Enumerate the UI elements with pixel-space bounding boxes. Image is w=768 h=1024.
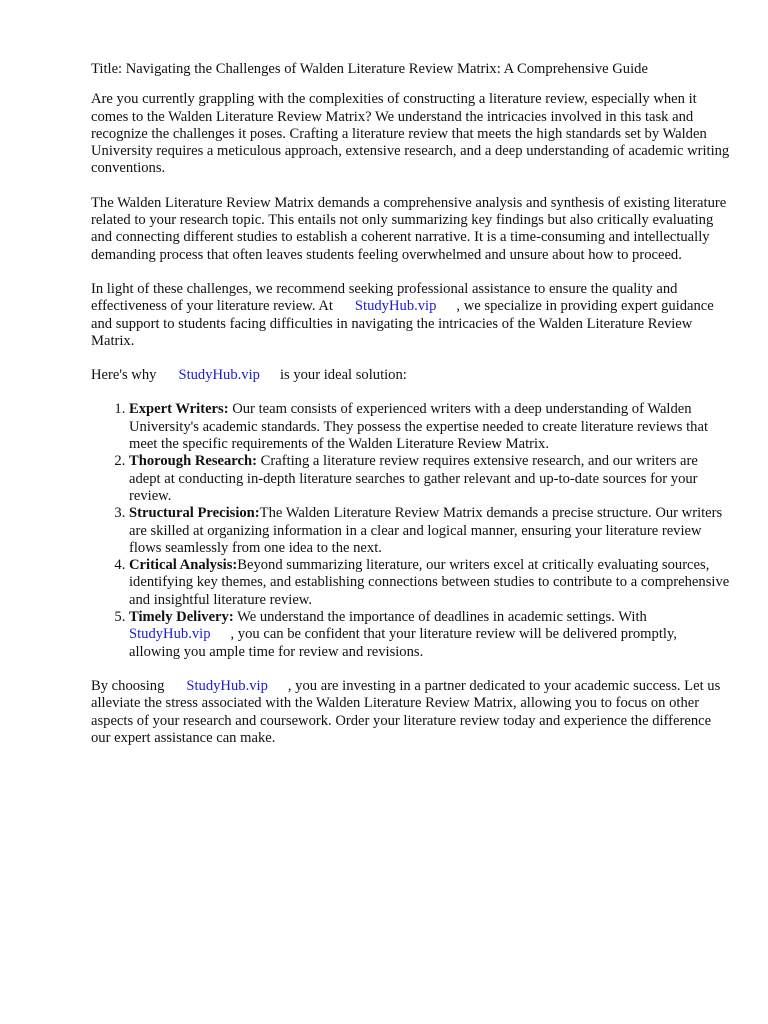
assistance-text-after: , we specialize in providing expert guidance and support to students facing difficulties in navigating the intricacies of the Walden Literature Review Matrix. <box>91 298 714 349</box>
list-item <box>129 609 731 661</box>
why-text-before: Here's why <box>91 367 157 384</box>
studyhub-link[interactable]: StudyHub.vip <box>129 626 211 643</box>
list-item <box>129 505 731 557</box>
matrix-paragraph: The Walden Literature Review Matrix demands a comprehensive analysis and synthesis of existing literature related to your research topic. This entails not only summarizing key findings but also critically evaluating and connecting different studies to establish a coherent narrative. It is a time-consuming and intellectually demanding process that often leaves students feeling overwhelmed and unsure about how to proceed. <box>91 194 727 263</box>
list-item-term: Timely Delivery: <box>129 609 234 626</box>
list-item-text: The Walden Literature Review Matrix demands a precise structure. Our writers are skilled at organizing information in a clear and logical manner, ensuring your literature review flows seamlessly from one idea to the next. <box>129 505 723 556</box>
closing-text-before: By choosing <box>91 677 165 694</box>
list-item-term: Expert Writers: <box>129 401 229 418</box>
list-item <box>129 557 731 609</box>
assistance-text-before: In light of these challenges, we recommend seeking professional assistance to ensure the quality and effectiveness of your literature review. At <box>91 280 678 315</box>
document-title: Title: Navigating the Challenges of Walden Literature Review Matrix: A Comprehensive Guide <box>91 61 648 77</box>
list-item-text-before: We understand the importance of deadlines in academic settings. With <box>237 609 647 626</box>
closing-text-after: , you are investing in a partner dedicated to your academic success. Let us alleviate the stress associated with the Walden Literature Review Matrix, allowing you to focus on other aspects of your research and coursework. Order your literature review today and experience the difference our expert assistance can make. <box>91 677 721 746</box>
list-item-term: Critical Analysis: <box>129 557 238 574</box>
list-item-term: Structural Precision: <box>129 505 260 522</box>
list-item-text: Crafting a literature review requires extensive research, and our writers are adept at conducting in-depth literature searches to gather relevant and up-to-date sources for your review. <box>129 453 698 504</box>
studyhub-link[interactable]: StudyHub.vip <box>354 298 437 315</box>
list-item <box>129 453 731 505</box>
benefits-list <box>91 401 731 660</box>
why-paragraph <box>91 367 731 384</box>
list-item-text: Beyond summarizing literature, our writers excel at critically evaluating sources, identifying key themes, and establishing connections between studies to contribute to a comprehensive and insightful literature review. <box>129 557 730 608</box>
list-item <box>129 401 731 453</box>
document-page <box>91 61 731 764</box>
list-item-term: Thorough Research: <box>129 453 257 470</box>
closing-paragraph <box>91 678 731 747</box>
list-item-text-after: , you can be confident that your literature review will be delivered promptly, allowing you ample time for review and revisions. <box>129 626 677 660</box>
why-text-after: is your ideal solution: <box>279 367 407 384</box>
assistance-paragraph <box>91 281 731 350</box>
list-item-text: Our team consists of experienced writers with a deep understanding of Walden University's academic standards. They possess the expertise needed to create literature reviews that meet the specific requirements of the Walden Literature Review Matrix. <box>129 401 709 453</box>
intro-paragraph: Are you currently grappling with the complexities of constructing a literature review, especially when it comes to the Walden Literature Review Matrix? We understand the intricacies involved in this task and recognize the challenges it poses. Crafting a literature review that meets the high standards set by Walden University requires a meticulous approach, extensive research, and a deep understanding of academic writing conventions. <box>91 91 730 177</box>
studyhub-link[interactable]: StudyHub.vip <box>178 367 260 384</box>
studyhub-link[interactable]: StudyHub.vip <box>186 677 268 694</box>
